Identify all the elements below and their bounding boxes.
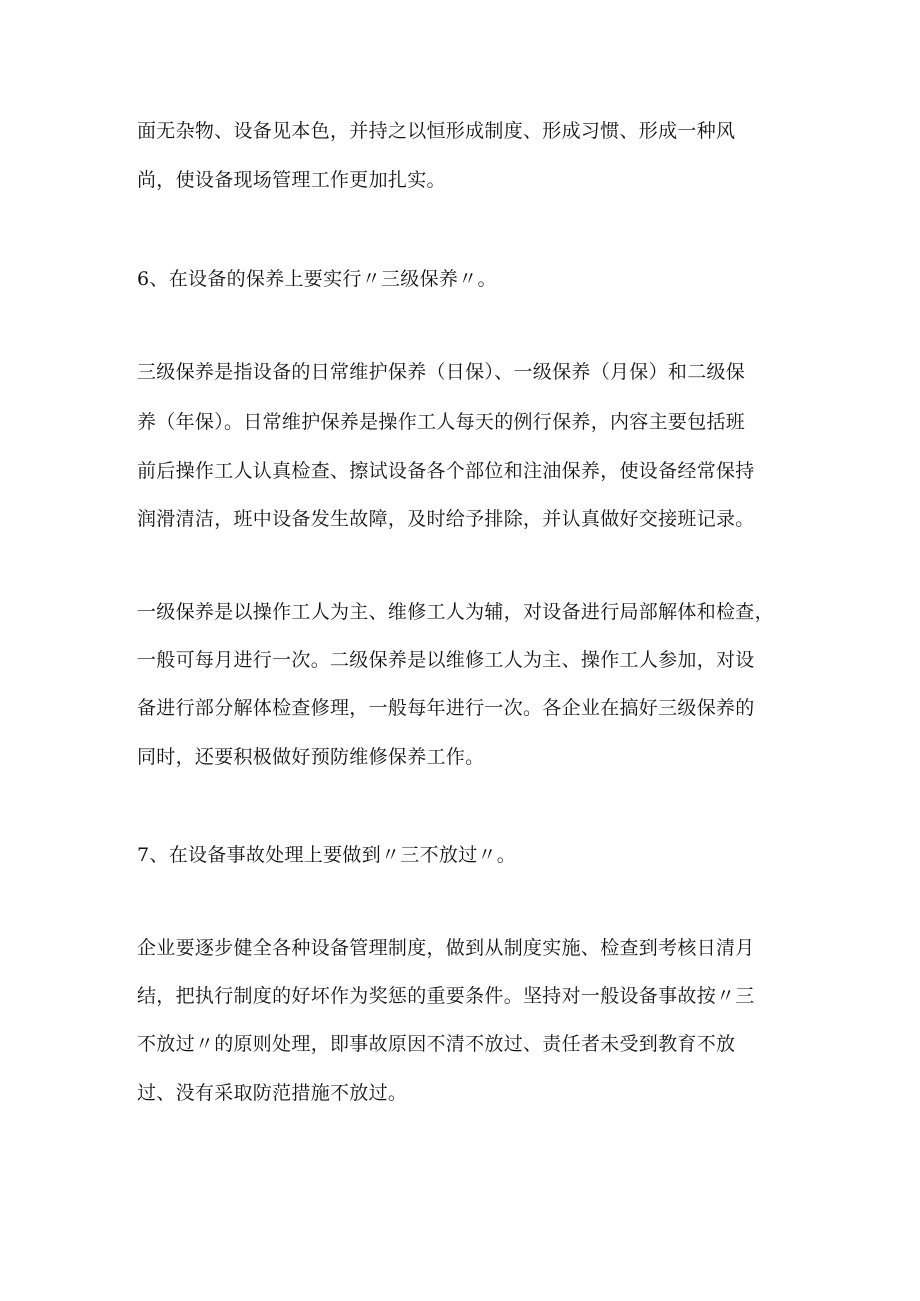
section-heading-7: 7、在设备事故处理上要做到〃三不放过〃。 <box>137 844 517 866</box>
paragraph-line: 不放过〃的原则处理，即事故原因不清不放过、责任者未受到教育不放 <box>137 1033 736 1055</box>
paragraph-line: 一级保养是以操作工人为主、维修工人为辅，对设备进行局部解体和检查， <box>137 601 774 623</box>
section-heading-6: 6、在设备的保养上要实行〃三级保养〃。 <box>137 268 497 290</box>
paragraph-line: 尚，使设备现场管理工作更加扎实。 <box>137 169 446 191</box>
paragraph-line: 过、没有采取防范措施不放过。 <box>137 1082 408 1104</box>
paragraph-line: 一般可每月进行一次。二级保养是以维修工人为主、操作工人参加，对设 <box>137 649 755 671</box>
paragraph-line: 三级保养是指设备的日常维护保养（日保）、一级保养（月保）和二级保 <box>137 361 746 383</box>
paragraph-line: 企业要逐步健全各种设备管理制度，做到从制度实施、检查到考核日清月 <box>137 937 755 959</box>
paragraph-line: 养（年保）。日常维护保养是操作工人每天的例行保养，内容主要包括班 <box>137 411 746 433</box>
paragraph-line: 备进行部分解体检查修理，一般每年进行一次。各企业在搞好三级保养的 <box>137 697 755 719</box>
paragraph-line: 前后操作工人认真检查、擦试设备各个部位和注油保养，使设备经常保持 <box>137 460 755 482</box>
paragraph-line: 面无杂物、设备见本色，并持之以恒形成制度、形成习惯、形成一种风 <box>137 120 736 142</box>
paragraph-line: 同时，还要积极做好预防维修保养工作。 <box>137 746 485 768</box>
paragraph-line: 润滑清洁，班中设备发生故障，及时给予排除，并认真做好交接班记录。 <box>137 508 755 530</box>
paragraph-line: 结，把执行制度的好坏作为奖惩的重要条件。坚持对一般设备事故按〃三 <box>137 985 755 1007</box>
